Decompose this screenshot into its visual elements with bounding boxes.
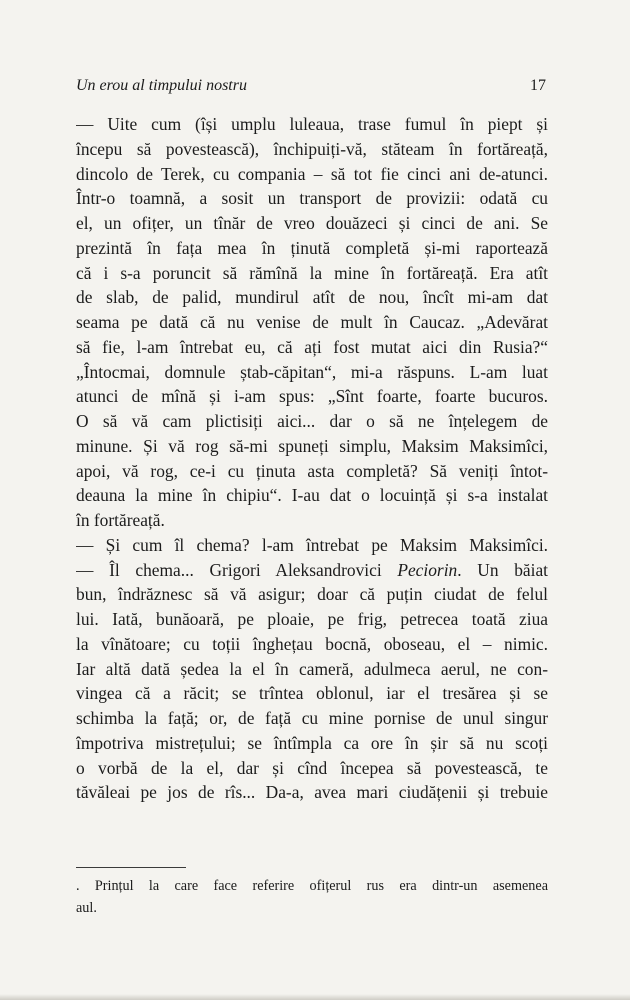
footnote — [76, 875, 548, 919]
text-line-with-name — [76, 558, 548, 583]
text-line: dincolo de Terek, cu compania – să tot fie cinci ani de-atunci. — [76, 163, 548, 184]
text-line: schimba la față; or, de față cu mine pornise de unul singur — [76, 708, 548, 728]
text-line: Iar altă dată ședea la el în cameră, adulmeca aerul, ne con- — [76, 658, 548, 679]
text-line: atunci de mînă și i-am spus: „Sînt foarte, foarte bucuros. — [76, 386, 548, 407]
footnote-line: aul. — [76, 900, 97, 916]
text-line: el, un ofițer, un tînăr de vreo douăzeci și cinci de ani. Se — [76, 213, 548, 233]
text-line: vingea că a răcit; se trîntea oblonul, iar el tresărea și se — [76, 683, 548, 704]
text-line: „Întocmai, domnule ștab-căpitan“, mi-a răspuns. L-am luat — [76, 361, 548, 382]
text-line: în fortăreață. — [76, 510, 165, 530]
text-line: la vînătoare; cu toții înghețau bocnă, oboseau, el – nimic. — [76, 633, 548, 654]
page-header — [76, 74, 546, 98]
text-line: începu să povestească), închipuiți-vă, stăteam în fortăreață, — [76, 138, 548, 159]
text-line: Într-o toamnă, a sosit un transport de provizii: odată cu — [76, 188, 548, 209]
line-end: . Un băiat — [457, 559, 548, 580]
text-line: prezintă în fața mea în ținută completă și-mi raportează — [76, 237, 548, 258]
text-line: O să vă cam plictisiți aici... dar o să ne înțelegem de — [76, 411, 548, 431]
text-line: o vorbă de la el, dar și cînd începea să povestească, te — [76, 757, 548, 778]
text-line: bun, îndrăznesc să vă asigur; doar că puțin ciudat de felul — [76, 584, 548, 605]
footnote-line: . Prințul la care face referire ofițerul rus era dintr-un asemenea — [76, 878, 548, 894]
text-line: — Și cum îl chema? l-am întrebat pe Maksim Maksimîci. — [76, 534, 548, 555]
character-name: Peciorin — [397, 559, 458, 580]
running-title: Un erou al timpului nostru — [76, 77, 247, 94]
text-line: minune. Și vă rog să-mi spuneți simplu, Maksim Maksimîci, — [76, 435, 548, 456]
text-line: lui. Iată, bunăoară, pe ploaie, pe frig, petrecea toată ziua — [76, 609, 548, 629]
text-line: să fie, l-am întrebat eu, că ați fost mutat aici din Rusia?“ — [76, 336, 548, 357]
text-line: seama pe dată că nu venise de mult în Caucaz. „Adevărat — [76, 312, 548, 332]
text-line: deauna la mine în chipiu“. I-au dat o locuință și s-a instalat — [76, 485, 548, 506]
body-text — [76, 112, 548, 805]
page-bottom-edge — [0, 994, 630, 1000]
text-line: tăvăleai pe jos de rîs... Da-a, avea mari ciudățenii și trebuie — [76, 782, 548, 803]
text-line: de slab, de palid, mundirul atît de nou, încît mi-am dat — [76, 287, 548, 308]
text-line: că i s-a poruncit să rămînă la mine în fortăreață. Era atît — [76, 262, 548, 283]
line-start: — Îl chema... Grigori Aleksandrovici — [76, 559, 398, 580]
page-number: 17 — [530, 77, 546, 94]
text-line: împotriva mistrețului; se întîmpla ca ore în șir să nu scoți — [76, 732, 548, 753]
text-line: apoi, vă rog, ce-i cu ținuta asta completă? Să veniți întot- — [76, 460, 548, 481]
footnote-divider — [76, 867, 186, 868]
text-line: — Uite cum (își umplu luleaua, trase fumul în piept și — [76, 114, 548, 134]
